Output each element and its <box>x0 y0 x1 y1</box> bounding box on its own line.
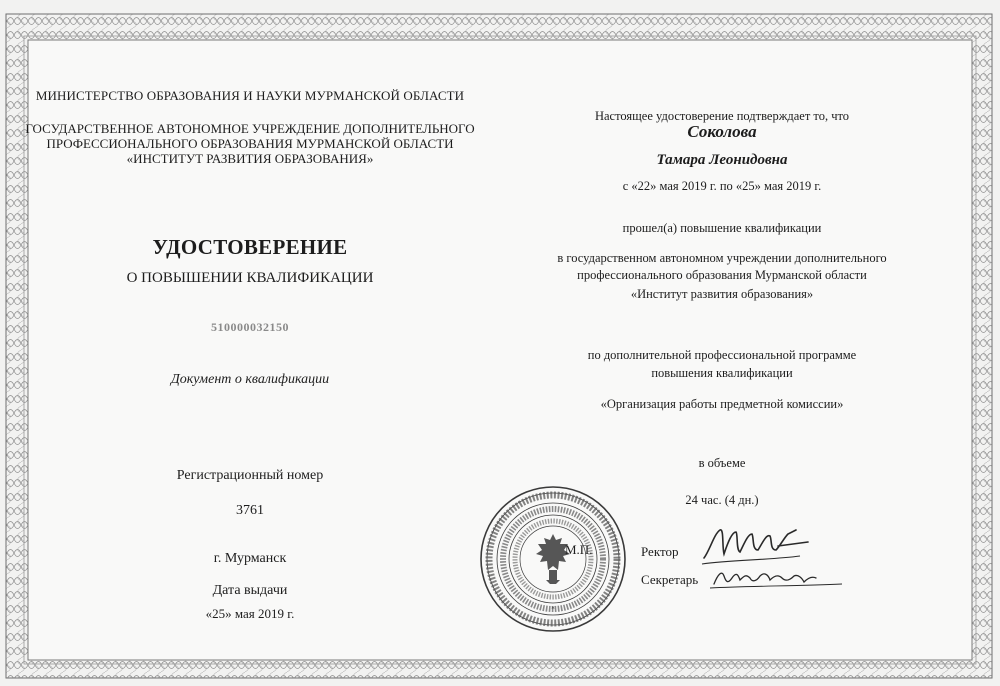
program-name: «Организация работы предметной комиссии» <box>600 397 844 411</box>
official-seal-icon <box>478 484 628 634</box>
serial-number: 510000032150 <box>211 320 289 334</box>
holder-surname: Соколова <box>687 122 757 141</box>
issue-date-label: Дата выдачи <box>212 583 288 598</box>
program-line-2: повышения квалификации <box>651 366 793 380</box>
organization-line-2: профессионального образования Мурманской области <box>577 268 867 282</box>
institution-line-1: ГОСУДАРСТВЕННОЕ АВТОНОМНОЕ УЧРЕЖДЕНИЕ ДОПОЛНИТЕЛЬНОГО <box>25 121 475 136</box>
rector-label: Ректор <box>641 544 679 559</box>
organization-line-1: в государственном автономном учреждении дополнительного <box>557 251 887 265</box>
volume-label: в объеме <box>698 456 746 470</box>
holder-given-names: Тамара Леонидовна <box>656 152 788 168</box>
registration-label: Регистрационный номер <box>176 468 324 483</box>
ministry-name: МИНИСТЕРСТВО ОБРАЗОВАНИЯ И НАУКИ МУРМАНСКОЙ ОБЛАСТИ <box>35 88 465 103</box>
document-subtitle: О ПОВЫШЕНИИ КВАЛИФИКАЦИИ <box>126 270 374 286</box>
svg-text:*: * <box>551 605 555 613</box>
issue-date: «25» мая 2019 г. <box>205 606 295 621</box>
document-type: Документ о квалификации <box>170 372 330 387</box>
document-title: УДОСТОВЕРЕНИЕ <box>152 235 348 259</box>
stamp-place-label: М.П. <box>565 542 593 557</box>
secretary-signature-icon <box>708 562 848 594</box>
training-volume: 24 час. (4 дн.) <box>685 493 759 507</box>
institution-line-3: «ИНСТИТУТ РАЗВИТИЯ ОБРАЗОВАНИЯ» <box>126 151 374 166</box>
training-period: с «22» мая 2019 г. по «25» мая 2019 г. <box>622 179 822 193</box>
issue-city: г. Мурманск <box>213 551 287 566</box>
organization-line-3: «Институт развития образования» <box>630 287 814 301</box>
secretary-label: Секретарь <box>641 572 699 587</box>
confirms-text: Настоящее удостоверение подтверждает то, что <box>594 109 850 123</box>
institution-line-2: ПРОФЕССИОНАЛЬНОГО ОБРАЗОВАНИЯ МУРМАНСКОЙ ОБЛАСТИ <box>46 136 454 151</box>
completed-text: прошел(а) повышение квалификации <box>622 221 822 235</box>
registration-number: 3761 <box>236 503 264 518</box>
program-line-1: по дополнительной профессиональной программе <box>587 348 857 362</box>
